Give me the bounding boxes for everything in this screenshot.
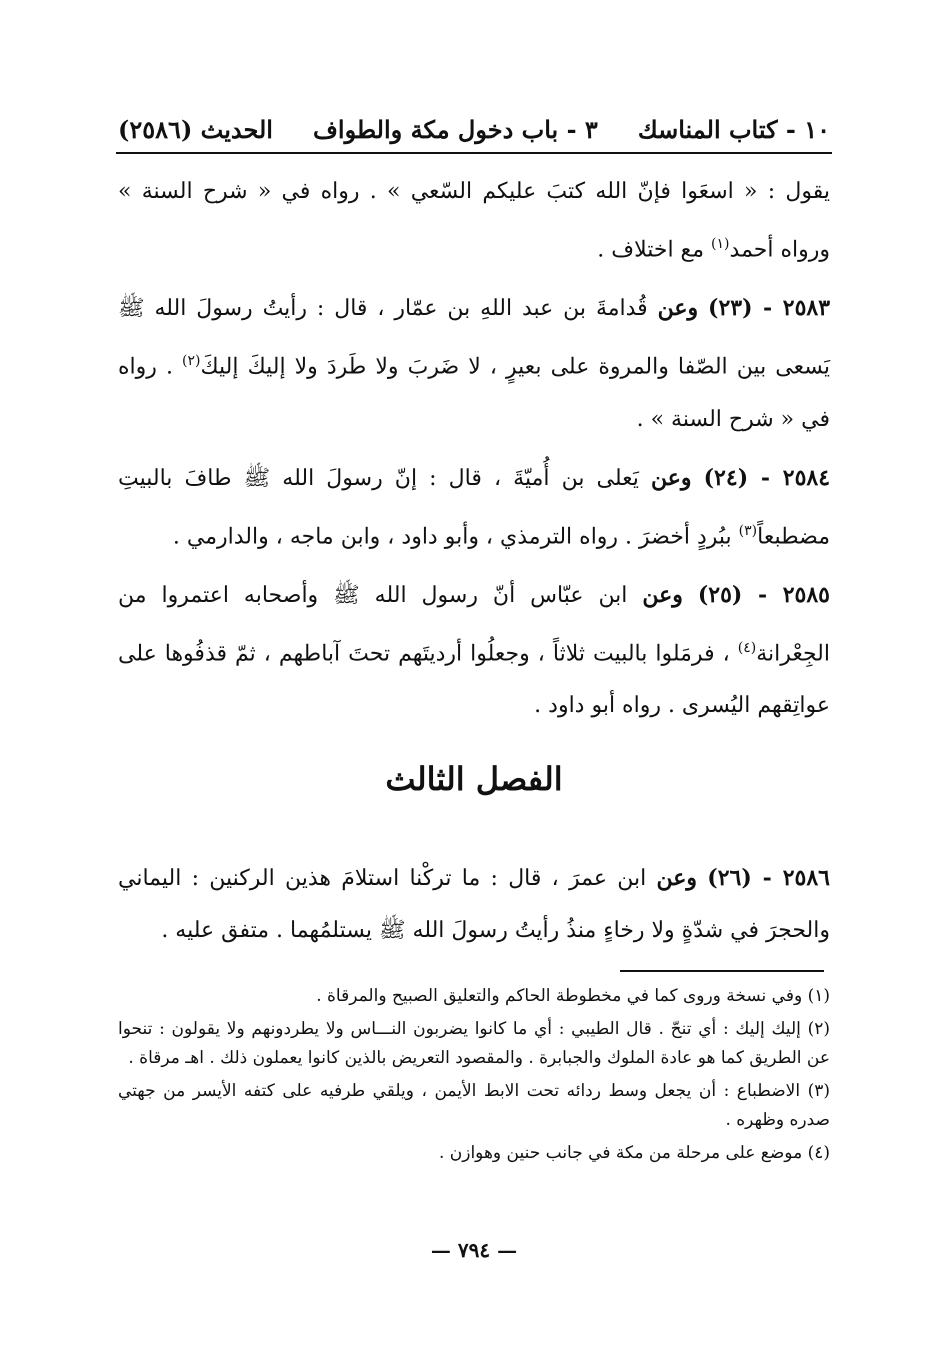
hadith-text: يَعلى بن أُميّةَ ، قال : إنّ رسولَ الله ﷺ طافَ بالبيتِ مضطبعاً [118, 465, 830, 549]
footnote-1: (١) وفي نسخة وروى كما في مخطوطة الحاكم والتعليق الصبيح والمرقاة . [316, 986, 830, 1006]
header-hadith-range: الحديث (٢٥٨٦) [118, 114, 273, 144]
hadith-2585 [118, 569, 830, 732]
header-book-title: ١٠ - كتاب المناسك [637, 114, 830, 144]
hadith-text: ابن عمرَ ، قال : ما تركْنا استلامَ هذين الركنين : اليماني والحجرَ في شدّةٍ ولا رخاءٍ منذُ رأيتُ رسولَ الله ﷺ يستلمُهما . متفق عليه . [118, 866, 830, 943]
hadith-intro-word: وعن [657, 295, 699, 322]
hadith-number: ٢٥٨٦ - (٢٦) [707, 865, 830, 891]
hadith-number: ٢٥٨٥ - (٢٥) [697, 581, 830, 608]
hadith-2583 [118, 282, 830, 445]
footnote-3: (٣) الاضطباع : أن يجعل وسط ردائه تحت الابط الأيمن ، ويلقي طرفيه على كتفه الأيسر من جهتي صدره وظهره . [118, 1081, 830, 1130]
footnote-4: (٤) موضع على مرحلة من مكة في جانب حنين وهوازن . [438, 1143, 830, 1163]
section-title: الفصل الثالث [385, 760, 563, 798]
paragraph-text: يقول : « اسعَوا فإنّ الله كتبَ عليكم السّعي » . رواه في « شرح السنة » ورواه أحمد [118, 179, 830, 263]
footnote-ref: (١) [711, 236, 730, 252]
header-chapter-title: ٣ - باب دخول مكة والطواف [313, 114, 598, 144]
header-divider [116, 152, 832, 154]
page-number: — ٧٩٤ — [430, 1238, 518, 1262]
hadith-intro-word: وعن [651, 464, 692, 491]
hadith-text: ابن عبّاس أنّ رسول الله ﷺ وأصحابه اعتمروا من الجِعْرانة [118, 582, 830, 667]
hadith-2586 [118, 852, 830, 957]
paragraph-continuation [118, 166, 830, 276]
hadith-text-after: ببُردٍ أخضرَ . رواه الترمذي ، وأبو داود ، وابن ماجه ، والدارمي . [172, 523, 739, 549]
hadith-text: قُدامةَ بن عبد اللهِ بن عمّار ، قال : رأيتُ رسولَ الله ﷺ يَسعى بين الصّفا والمروة على بعيرٍ ، لا ضَربَ ولا طَردَ ولا إليكَ إليكَ [118, 296, 830, 380]
hadith-text-after: . رواه في « شرح السنة » . [118, 354, 830, 432]
footnotes [118, 982, 830, 1168]
paragraph-text-after: مع اختلاف . [597, 237, 712, 263]
section-text [118, 852, 830, 957]
footnote-ref: (٣) [738, 522, 758, 539]
hadith-intro-word: وعن [642, 581, 683, 608]
hadith-text-after: ، فرمَلوا بالبيت ثلاثاً ، وجعلُوا أرديتَهم تحتَ آباطهم ، ثمّ قذفُوها على عواتِقهم اليُسرى . رواه أبو داود . [118, 641, 830, 719]
hadith-number: ٢٥٨٤ - (٢٤) [703, 464, 831, 491]
footnote-2: (٢) إليك إليك : أي تنحّ . قال الطيبي : أي ما كانوا يضربون النـــاس ولا يطردونهم ولا يقولون : تنحوا عن الطريق كما هو عادة الملوك والجبابرة . والمقصود التعريض بالذين كانوا يعملون ذلك . اهـ مرقاة . [118, 1019, 830, 1068]
footnote-ref: (٢) [182, 353, 201, 370]
main-text [118, 166, 830, 732]
hadith-number: ٢٥٨٣ - (٢٣) [708, 295, 831, 322]
running-header [118, 106, 830, 152]
hadith-intro-word: وعن [656, 865, 698, 891]
footnote-ref: (٤) [737, 639, 757, 656]
footnote-divider [620, 970, 824, 972]
hadith-2584 [118, 452, 830, 563]
